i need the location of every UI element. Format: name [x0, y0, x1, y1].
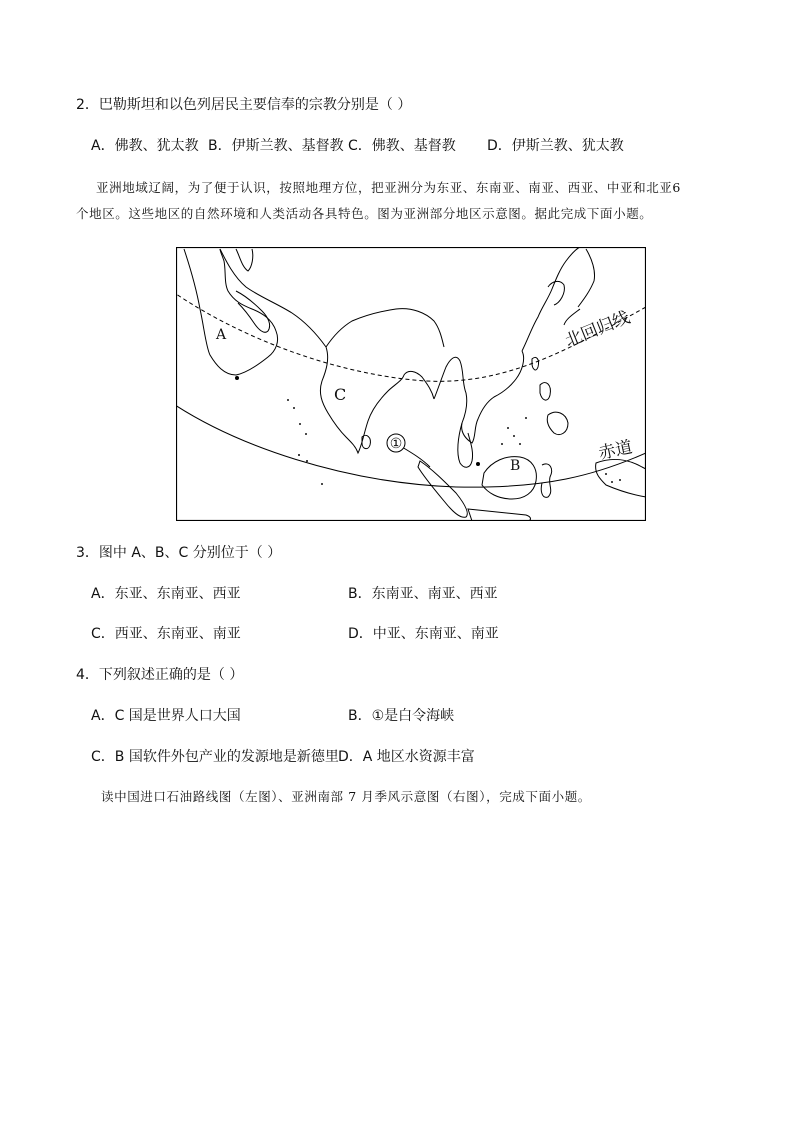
- question-4-option-b: B．①是白令海峡: [348, 708, 455, 724]
- question-2-option-c: C．佛教、基督教: [348, 138, 456, 154]
- question-2-option-a: A．佛教、犹太教: [91, 138, 199, 154]
- label-region-b: B: [510, 458, 521, 474]
- map-frame: [177, 248, 646, 521]
- label-strait-marker: ①: [389, 436, 403, 452]
- label-region-c: C: [334, 385, 347, 404]
- question-4-stem: 4．下列叙述正确的是（ ）: [76, 667, 244, 683]
- label-tropic-of-cancer: 北回归线: [562, 307, 633, 352]
- question-3-option-d: D．中亚、东南亚、南亚: [348, 626, 499, 642]
- passage-1-line-1: 亚洲地域辽阔，为了便于认识，按照地理方位，把亚洲分为东亚、东南亚、南亚、西亚、中亚和北亚6: [96, 180, 681, 195]
- passage-2-line-1: 读中国进口石油路线图（左图）、亚洲南部 7 月季风示意图（右图），完成下面小题。: [101, 789, 591, 804]
- question-2-option-d: D．伊斯兰教、犹太教: [487, 138, 624, 154]
- question-4-option-d: D．A 地区水资源丰富: [338, 749, 475, 765]
- question-4-option-c: C．B 国软件外包产业的发源地是新德里: [91, 749, 339, 765]
- city-dot-southeast: [476, 462, 480, 466]
- question-2-option-b: B．伊斯兰教、基督教: [208, 138, 344, 154]
- city-dot-west: [235, 376, 239, 380]
- asia-region-map: [176, 247, 646, 521]
- question-3-stem: 3．图中 A、B、C 分别位于（ ）: [76, 545, 282, 561]
- question-3-option-b: B．东南亚、南亚、西亚: [348, 586, 498, 602]
- question-2-stem: 2．巴勒斯坦和以色列居民主要信奉的宗教分别是（ ）: [76, 97, 412, 113]
- question-3-option-c: C．西亚、东南亚、南亚: [91, 626, 241, 642]
- passage-1-line-2: 个地区。这些地区的自然环境和人类活动各具特色。图为亚洲部分地区示意图。据此完成下面小题。: [76, 206, 653, 221]
- question-4-option-a: A．C 国是世界人口大国: [91, 708, 241, 724]
- label-equator: 赤道: [596, 437, 635, 464]
- question-3-option-a: A．东亚、东南亚、西亚: [91, 586, 241, 602]
- label-region-a: A: [216, 327, 227, 343]
